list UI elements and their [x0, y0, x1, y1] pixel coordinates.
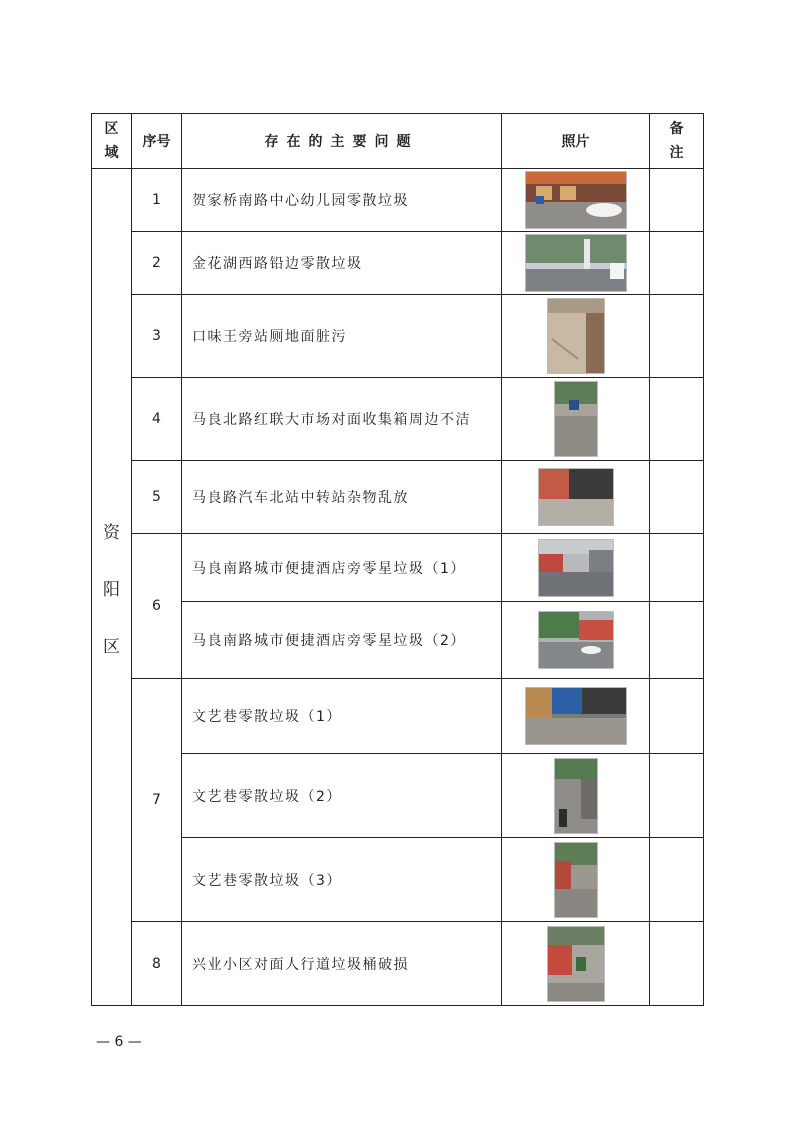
row-number: 3 [132, 295, 182, 378]
table-row [92, 754, 704, 838]
street-photo [538, 539, 614, 597]
street-photo [525, 171, 627, 229]
row-number: 2 [132, 232, 182, 295]
table-row [92, 838, 704, 922]
street-photo [554, 381, 598, 457]
note-cell [650, 754, 704, 838]
note-cell [650, 922, 704, 1006]
row-description: 马良北路红联大市场对面收集箱周边不洁 [182, 378, 502, 461]
table-row [92, 922, 704, 1006]
row-description: 文艺巷零散垃圾（2） [182, 754, 502, 838]
street-photo [538, 611, 614, 669]
note-cell [650, 461, 704, 534]
floor-photo [547, 298, 605, 374]
row-description: 马良南路城市便捷酒店旁零星垃圾（1） [182, 534, 502, 602]
station-photo [538, 468, 614, 526]
row-number: 8 [132, 922, 182, 1006]
region-cell: 资 阳 区 [92, 169, 132, 1006]
table-row [92, 295, 704, 378]
header-note: 备 注 [650, 114, 704, 169]
table-row [92, 232, 704, 295]
note-cell [650, 295, 704, 378]
row-number: 7 [132, 679, 182, 922]
header-row [92, 114, 704, 169]
lane-photo [525, 687, 627, 745]
note-cell [650, 602, 704, 679]
table-row [92, 461, 704, 534]
table-row [92, 534, 704, 602]
row-description: 马良路汽车北站中转站杂物乱放 [182, 461, 502, 534]
row-number: 4 [132, 378, 182, 461]
row-description: 贺家桥南路中心幼儿园零散垃圾 [182, 169, 502, 232]
note-cell [650, 534, 704, 602]
issues-table [91, 113, 704, 1006]
note-cell [650, 378, 704, 461]
row-description: 金花湖西路铅边零散垃圾 [182, 232, 502, 295]
street-photo [525, 234, 627, 292]
sidewalk-photo [547, 926, 605, 1002]
row-description: 文艺巷零散垃圾（1） [182, 679, 502, 754]
header-region: 区 域 [92, 114, 132, 169]
table-row [92, 679, 704, 754]
lane-photo [554, 842, 598, 918]
row-number: 1 [132, 169, 182, 232]
note-cell [650, 169, 704, 232]
row-description: 马良南路城市便捷酒店旁零星垃圾（2） [182, 602, 502, 679]
header-photo: 照片 [502, 114, 650, 169]
row-number: 5 [132, 461, 182, 534]
table-row [92, 378, 704, 461]
lane-photo [554, 758, 598, 834]
row-description: 口味王旁站厕地面脏污 [182, 295, 502, 378]
note-cell [650, 232, 704, 295]
header-number: 序号 [132, 114, 182, 169]
note-cell [650, 838, 704, 922]
row-description: 文艺巷零散垃圾（3） [182, 838, 502, 922]
header-description: 存在的主要问题 [182, 114, 502, 169]
table-row [92, 169, 704, 232]
row-description: 兴业小区对面人行道垃圾桶破损 [182, 922, 502, 1006]
note-cell [650, 679, 704, 754]
row-number: 6 [132, 534, 182, 679]
table-row [92, 602, 704, 679]
page-number: — 6 — [96, 1034, 142, 1050]
